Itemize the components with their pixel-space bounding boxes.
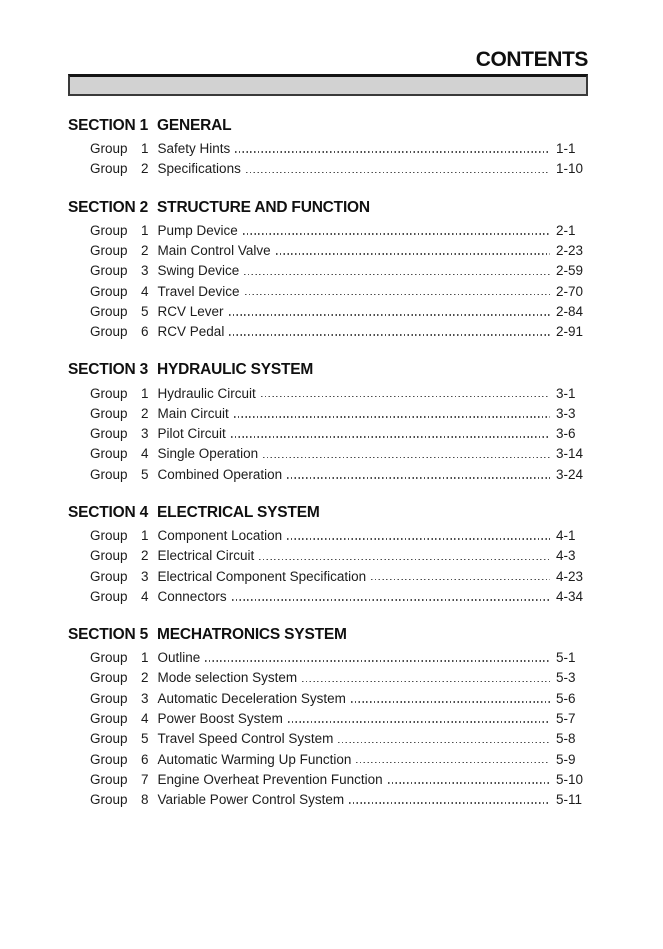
toc-section [68, 199, 588, 343]
section-heading-title: STRUCTURE AND FUNCTION [157, 198, 370, 216]
toc-entry-group-label: Group [90, 324, 128, 340]
toc-entry-title: RCV Lever [157, 303, 224, 319]
section-heading-title: MECHATRONICS SYSTEM [157, 626, 347, 644]
toc-entry-page-number: 2-70 [556, 283, 584, 299]
toc-entry-page-number: 5-7 [556, 711, 576, 727]
toc-entry-title: Power Boost System [157, 711, 283, 727]
toc-entry-group-number: 8 [141, 792, 149, 808]
toc-entry-title: Automatic Deceleration System [157, 690, 346, 706]
section-heading [68, 117, 588, 135]
toc-entry [68, 689, 588, 709]
toc-entry-title: Travel Speed Control System [157, 731, 334, 747]
toc-entry-group-label: Group [90, 650, 128, 666]
toc-entry-page-number: 2-23 [556, 243, 584, 259]
toc-entry [68, 424, 588, 444]
toc-entry-title: Safety Hints [157, 141, 231, 157]
dotted-leader [371, 579, 550, 581]
toc-entry-page-number: 5-10 [556, 771, 584, 787]
toc-section [68, 626, 588, 810]
toc-entry-page-number: 1-10 [556, 161, 584, 177]
toc-entry-group-number: 2 [141, 161, 149, 177]
dotted-leader [338, 742, 550, 744]
toc-entry-title: Swing Device [157, 263, 240, 279]
toc-entry-group-label: Group [90, 243, 128, 259]
toc-entry-page-number: 1-1 [556, 141, 576, 157]
toc-entry [68, 770, 588, 790]
dotted-leader [287, 538, 550, 540]
toc-entry-group-number: 3 [141, 263, 149, 279]
dotted-leader [261, 396, 550, 398]
toc-entry-group-number: 1 [141, 528, 149, 543]
toc-entry [68, 241, 588, 261]
toc-entry-page-number: 2-84 [556, 303, 584, 319]
toc-entry-group-label: Group [90, 405, 128, 421]
section-heading-prefix: SECTION 2 [68, 198, 149, 216]
dotted-leader [388, 782, 550, 784]
section-heading-prefix: SECTION 1 [68, 117, 149, 134]
dotted-leader [259, 559, 550, 561]
toc-entry-group-number: 1 [141, 385, 149, 401]
toc-entry-group-number: 1 [141, 222, 149, 238]
dotted-leader [288, 721, 550, 723]
toc-entry-title: Connectors [157, 588, 227, 604]
toc-entry-group-label: Group [90, 588, 128, 604]
toc-entry-group-number: 4 [141, 711, 149, 727]
toc-entry-group-label: Group [90, 568, 128, 584]
toc-entry-group-number: 3 [141, 426, 149, 442]
section-heading [68, 626, 588, 644]
toc-entry [68, 444, 588, 464]
section-heading-prefix: SECTION 5 [68, 626, 149, 644]
toc-entry-group-number: 2 [141, 670, 149, 686]
toc-entry-group-label: Group [90, 711, 128, 727]
toc-entry-group-label: Group [90, 670, 128, 686]
toc-section [68, 504, 588, 607]
toc-entry-group-number: 3 [141, 568, 149, 584]
toc-entry-group-label: Group [90, 426, 128, 442]
toc-sections [68, 117, 588, 810]
toc-entry-title: Pilot Circuit [157, 426, 226, 442]
dotted-leader [302, 681, 550, 683]
dotted-leader [245, 294, 550, 296]
dotted-leader [231, 436, 550, 438]
toc-entry-page-number: 4-1 [556, 528, 576, 543]
toc-entry-group-label: Group [90, 161, 128, 177]
toc-entry [68, 729, 588, 749]
toc-entry-title: Main Circuit [157, 405, 229, 421]
toc-entry-title: Mode selection System [157, 670, 298, 686]
toc-entry-group-label: Group [90, 222, 128, 238]
section-heading-title: GENERAL [157, 117, 232, 134]
toc-entry-group-number: 4 [141, 588, 149, 604]
dotted-leader [351, 701, 550, 703]
toc-entry-group-number: 3 [141, 690, 149, 706]
dotted-leader [232, 599, 550, 601]
toc-entry-page-number: 3-1 [556, 385, 576, 401]
toc-entry-group-number: 4 [141, 446, 149, 462]
toc-entry-title: Travel Device [157, 283, 240, 299]
toc-entry-title: Main Control Valve [157, 243, 271, 259]
section-heading-prefix: SECTION 4 [68, 503, 149, 521]
section-heading [68, 361, 588, 379]
toc-entry-title: Electrical Component Specification [157, 568, 367, 584]
toc-entry [68, 383, 588, 403]
toc-entry [68, 566, 588, 586]
toc-entry-title: Variable Power Control System [157, 792, 345, 808]
toc-entry-group-number: 4 [141, 283, 149, 299]
section-heading-title: ELECTRICAL SYSTEM [157, 503, 320, 521]
toc-entry [68, 709, 588, 729]
toc-entry-group-number: 1 [141, 650, 149, 666]
section-entries [68, 648, 588, 810]
toc-entry-group-label: Group [90, 690, 128, 706]
section-heading [68, 199, 588, 217]
dotted-leader [234, 416, 550, 418]
toc-entry-group-number: 5 [141, 731, 149, 747]
toc-entry [68, 159, 588, 179]
toc-entry-page-number: 3-6 [556, 426, 576, 442]
toc-entry-page-number: 3-24 [556, 466, 584, 482]
toc-entry-group-label: Group [90, 751, 128, 767]
dotted-leader [349, 802, 550, 804]
toc-entry-page-number: 2-91 [556, 324, 584, 340]
toc-entry [68, 302, 588, 322]
dotted-leader [287, 477, 550, 479]
toc-entry [68, 587, 588, 607]
toc-entry-group-number: 7 [141, 771, 149, 787]
toc-entry [68, 790, 588, 810]
section-heading-title: HYDRAULIC SYSTEM [157, 361, 314, 379]
dotted-leader [356, 762, 550, 764]
section-entries [68, 526, 588, 607]
toc-section [68, 361, 588, 484]
toc-entry [68, 465, 588, 485]
toc-entry [68, 750, 588, 770]
dotted-leader [235, 151, 550, 153]
dotted-leader [243, 233, 550, 235]
dotted-leader [244, 274, 550, 276]
section-entries [68, 139, 588, 180]
toc-entry [68, 139, 588, 159]
toc-entry [68, 322, 588, 342]
toc-entry-title: Component Location [157, 528, 283, 543]
dotted-leader [229, 314, 550, 316]
toc-entry-group-number: 6 [141, 751, 149, 767]
toc-entry-title: Automatic Warming Up Function [157, 751, 352, 767]
toc-entry [68, 221, 588, 241]
header-bar [68, 74, 588, 96]
page-title: CONTENTS [475, 48, 588, 71]
toc-entry-group-label: Group [90, 446, 128, 462]
toc-entry-page-number: 3-3 [556, 405, 576, 421]
section-entries [68, 221, 588, 343]
toc-entry-title: Combined Operation [157, 466, 283, 482]
toc-entry [68, 668, 588, 688]
section-heading-prefix: SECTION 3 [68, 361, 149, 379]
toc-entry-group-label: Group [90, 771, 128, 787]
toc-entry-group-label: Group [90, 792, 128, 808]
dotted-leader [276, 253, 550, 255]
toc-entry-group-number: 5 [141, 466, 149, 482]
dotted-leader [205, 660, 550, 662]
toc-entry-page-number: 2-1 [556, 222, 576, 238]
toc-entry-group-number: 2 [141, 548, 149, 564]
toc-entry [68, 526, 588, 546]
toc-entry [68, 281, 588, 301]
toc-entry-page-number: 4-34 [556, 588, 584, 604]
toc-entry-group-label: Group [90, 731, 128, 747]
toc-entry-title: Engine Overheat Prevention Function [157, 771, 383, 787]
toc-entry-title: Specifications [157, 161, 241, 177]
toc-entry-title: Hydraulic Circuit [157, 385, 256, 401]
section-heading [68, 504, 588, 522]
toc-entry-group-label: Group [90, 283, 128, 299]
toc-entry-page-number: 2-59 [556, 263, 584, 279]
toc-entry-page-number: 4-23 [556, 568, 584, 584]
toc-entry-title: Pump Device [157, 222, 238, 238]
toc-entry-group-label: Group [90, 548, 128, 564]
toc-entry-page-number: 5-9 [556, 751, 576, 767]
toc-entry-group-label: Group [90, 303, 128, 319]
toc-entry-title: Electrical Circuit [157, 548, 255, 564]
dotted-leader [263, 457, 550, 459]
toc-entry-page-number: 5-8 [556, 731, 576, 747]
section-entries [68, 383, 588, 484]
toc-entry-group-label: Group [90, 466, 128, 482]
toc-entry-group-number: 2 [141, 243, 149, 259]
toc-entry [68, 546, 588, 566]
toc-entry-page-number: 5-6 [556, 690, 576, 706]
toc-entry [68, 261, 588, 281]
dotted-leader [229, 334, 550, 336]
toc-entry-page-number: 5-3 [556, 670, 576, 686]
toc-entry [68, 648, 588, 668]
toc-entry-group-number: 6 [141, 324, 149, 340]
toc-entry-group-label: Group [90, 263, 128, 279]
toc-entry-group-number: 5 [141, 303, 149, 319]
toc-entry-group-number: 1 [141, 141, 149, 157]
toc-entry [68, 404, 588, 424]
toc-entry-group-label: Group [90, 141, 128, 157]
toc-section [68, 117, 588, 180]
toc-entry-page-number: 5-11 [556, 792, 583, 808]
toc-entry-page-number: 4-3 [556, 548, 576, 564]
toc-entry-group-label: Group [90, 385, 128, 401]
toc-entry-page-number: 5-1 [556, 650, 576, 666]
toc-entry-title: Outline [157, 650, 201, 666]
dotted-leader [246, 172, 550, 174]
toc-entry-page-number: 3-14 [556, 446, 584, 462]
toc-entry-group-label: Group [90, 528, 128, 543]
toc-entry-title: Single Operation [157, 446, 259, 462]
toc-entry-title: RCV Pedal [157, 324, 225, 340]
toc-entry-group-number: 2 [141, 405, 149, 421]
